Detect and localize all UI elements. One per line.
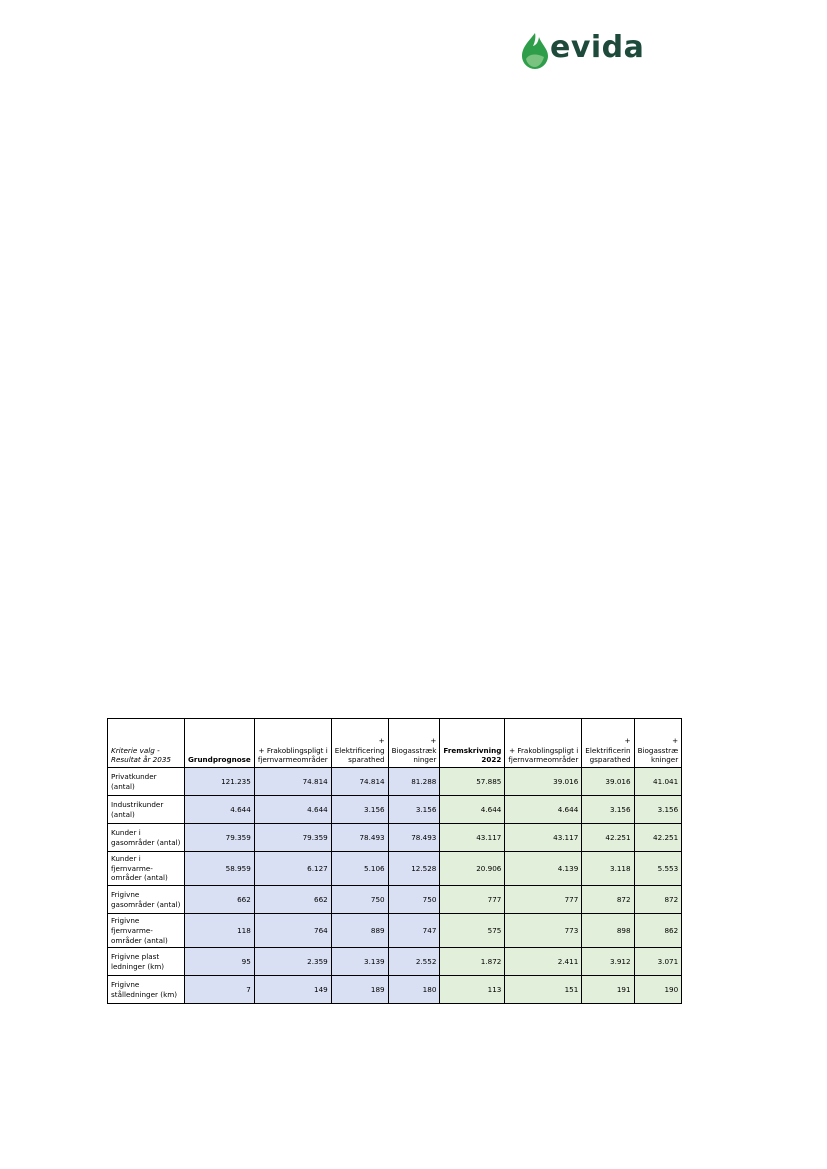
table-cell: 872 [582, 886, 634, 914]
table-cell: 2.411 [505, 948, 582, 976]
evida-logo [520, 30, 645, 72]
col-header-biogas-b: + Biogasstræ kninger [634, 719, 682, 768]
table-cell: 747 [388, 914, 440, 948]
table-cell: 2.552 [388, 948, 440, 976]
table-row [108, 976, 682, 1004]
table-cell: 43.117 [440, 824, 505, 852]
table-cell: 3.071 [634, 948, 682, 976]
table-cell: 43.117 [505, 824, 582, 852]
table-cell: 189 [331, 976, 388, 1004]
table-cell: 872 [634, 886, 682, 914]
table-cell: 3.139 [331, 948, 388, 976]
table-cell: 78.493 [331, 824, 388, 852]
table-cell: 3.156 [582, 796, 634, 824]
table-cell: 764 [254, 914, 331, 948]
table-row [108, 796, 682, 824]
table-cell: 42.251 [582, 824, 634, 852]
table-cell: 3.118 [582, 852, 634, 886]
table-row [108, 824, 682, 852]
table-cell: 662 [254, 886, 331, 914]
table-cell: 4.644 [505, 796, 582, 824]
table-cell: 113 [440, 976, 505, 1004]
table-cell: 57.885 [440, 768, 505, 796]
col-header-fremskrivning-2022: Fremskrivning 2022 [440, 719, 505, 768]
table-cell: 862 [634, 914, 682, 948]
table-cell: 773 [505, 914, 582, 948]
table-row [108, 886, 682, 914]
table-cell: 4.139 [505, 852, 582, 886]
row-label: Frigivne plast ledninger (km) [108, 948, 185, 976]
row-label: Frigivne fjernvarme-områder (antal) [108, 914, 185, 948]
row-label: Kunder i fjernvarme-områder (antal) [108, 852, 185, 886]
header-row [108, 719, 682, 768]
table-cell: 7 [185, 976, 255, 1004]
table-cell: 79.359 [254, 824, 331, 852]
table-cell: 95 [185, 948, 255, 976]
table-cell: 750 [388, 886, 440, 914]
table-row [108, 914, 682, 948]
table-cell: 79.359 [185, 824, 255, 852]
table-cell: 58.959 [185, 852, 255, 886]
table-cell: 750 [331, 886, 388, 914]
col-header-grundprognose: Grundprognose [185, 719, 255, 768]
results-table [107, 718, 682, 1004]
row-label: Industrikunder (antal) [108, 796, 185, 824]
leaf-icon [520, 32, 550, 70]
table-cell: 5.553 [634, 852, 682, 886]
row-label: Frigivne stålledninger (km) [108, 976, 185, 1004]
table-cell: 889 [331, 914, 388, 948]
row-label: Privatkunder (antal) [108, 768, 185, 796]
table-cell: 39.016 [505, 768, 582, 796]
table-cell: 3.912 [582, 948, 634, 976]
table-cell: 1.872 [440, 948, 505, 976]
table-cell: 3.156 [331, 796, 388, 824]
table-cell: 575 [440, 914, 505, 948]
table-cell: 20.906 [440, 852, 505, 886]
table-row [108, 768, 682, 796]
table-cell: 4.644 [440, 796, 505, 824]
table-cell: 39.016 [582, 768, 634, 796]
table-cell: 42.251 [634, 824, 682, 852]
table-cell: 5.106 [331, 852, 388, 886]
table-row [108, 948, 682, 976]
row-label: Kunder i gasområder (antal) [108, 824, 185, 852]
table-cell: 662 [185, 886, 255, 914]
col-header-elektrificering-a: + Elektrificering sparathed [331, 719, 388, 768]
table-cell: 190 [634, 976, 682, 1004]
table-cell: 149 [254, 976, 331, 1004]
table-cell: 41.041 [634, 768, 682, 796]
table-cell: 4.644 [254, 796, 331, 824]
table-cell: 3.156 [634, 796, 682, 824]
table-cell: 2.359 [254, 948, 331, 976]
table-cell: 74.814 [331, 768, 388, 796]
table-cell: 6.127 [254, 852, 331, 886]
table-cell: 118 [185, 914, 255, 948]
row-label: Frigivne gasområder (antal) [108, 886, 185, 914]
table-cell: 151 [505, 976, 582, 1004]
table-row [108, 852, 682, 886]
col-header-biogas-a: + Biogasstræk ninger [388, 719, 440, 768]
table-body [108, 768, 682, 1004]
table-cell: 3.156 [388, 796, 440, 824]
table-cell: 898 [582, 914, 634, 948]
table-cell: 777 [440, 886, 505, 914]
col-header-frakoblingspligt-b: + Frakoblingspligt i fjernvarmeområder [505, 719, 582, 768]
col-header-frakoblingspligt-a: + Frakoblingspligt i fjernvarmeområder [254, 719, 331, 768]
table-cell: 4.644 [185, 796, 255, 824]
table-cell: 191 [582, 976, 634, 1004]
col-header-elektrificering-b: + Elektrificerin gsparathed [582, 719, 634, 768]
table-cell: 78.493 [388, 824, 440, 852]
col-header-criteria: Kriterie valg - Resultat år 2035 [108, 719, 185, 768]
table-cell: 12.528 [388, 852, 440, 886]
table-cell: 777 [505, 886, 582, 914]
table-cell: 180 [388, 976, 440, 1004]
table-cell: 74.814 [254, 768, 331, 796]
table-cell: 81.288 [388, 768, 440, 796]
brand-wordmark: evida [550, 30, 645, 65]
table-cell: 121.235 [185, 768, 255, 796]
